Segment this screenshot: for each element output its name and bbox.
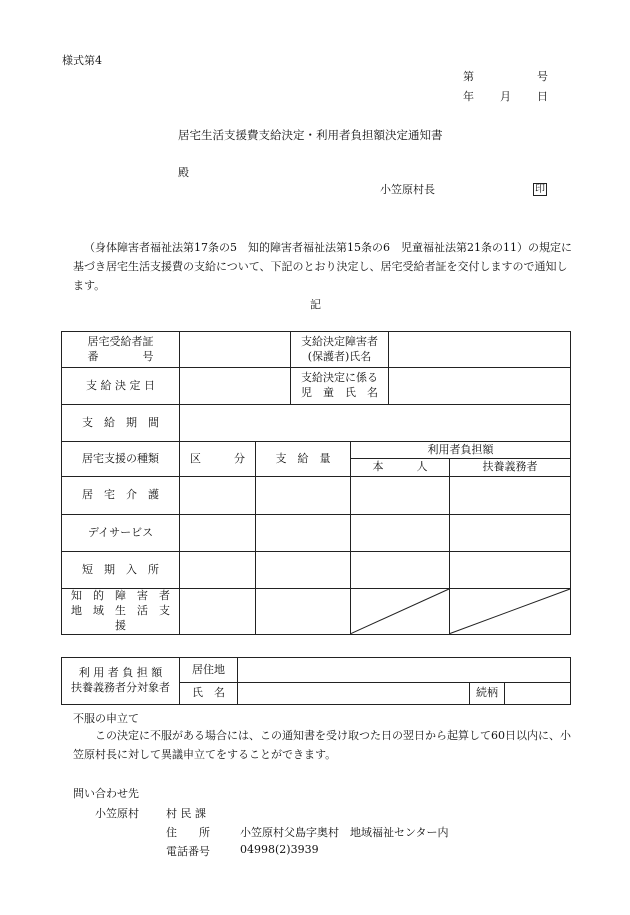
amount-header: 支 給 量: [256, 442, 351, 477]
address-value: [238, 658, 571, 683]
decision-date-value: [180, 368, 291, 405]
address-value: 小笠原村父島字奥村 地域福祉センター内: [240, 826, 449, 839]
seal-text: 印: [535, 184, 545, 195]
diagonal-cell: [351, 589, 450, 635]
phone-value: 04998(2)3939: [240, 843, 319, 856]
period-value: [180, 405, 571, 442]
date-day-label: 日: [537, 90, 548, 103]
service-row-label: デイサービス: [62, 515, 180, 552]
child-name-value: [389, 368, 571, 405]
body-text: （身体障害者福祉法第17条の5 知的障害者福祉法第15条の6 児童福祉法第21条の11）の規定に基づき居宅生活支援費の支給について、下記のとおり決定し、居宅受給者証を交付しますので通知します。: [73, 241, 572, 292]
burden-header: 利用者負担額: [351, 442, 571, 459]
number-label-go: 号: [537, 70, 548, 83]
child-name-label: 支給決定に係る 児 童 氏 名: [291, 368, 389, 405]
diagonal-cell: [450, 589, 571, 635]
decision-person-label: 支給決定障害者 (保護者)氏名: [291, 332, 389, 368]
cert-number-value: [180, 332, 291, 368]
document-title: 居宅生活支援費支給決定・利用者負担額決定通知書: [178, 128, 443, 142]
service-row-label: 知 的 障 害 者 地 域 生 活 支 援: [62, 589, 180, 635]
supporter-header: 扶養義務者: [450, 459, 571, 477]
number-label-dai: 第: [463, 70, 474, 83]
decision-table: [61, 331, 571, 635]
address-label: 居住地: [180, 658, 238, 683]
ki-label: 記: [310, 298, 321, 311]
addressee-suffix: 殿: [178, 166, 189, 179]
service-type-header: 居宅支援の種類: [62, 442, 180, 477]
relation-value: [505, 683, 571, 705]
contact-heading: 問い合わせ先: [73, 787, 139, 800]
self-header: 本 人: [351, 459, 450, 477]
service-row-label: 居 宅 介 護: [62, 477, 180, 515]
supporter-label: 利 用 者 負 担 額 扶養義務者分対象者: [62, 658, 180, 705]
contact-org: 小笠原村: [95, 807, 139, 820]
seal-mark: [533, 180, 547, 195]
category-header: 区 分: [180, 442, 256, 477]
date-year-label: 年: [463, 90, 474, 103]
contact-dept: 村 民 課: [166, 807, 206, 820]
phone-label: 電話番号: [166, 845, 210, 858]
cert-number-label: 居宅受給者証 番 号: [62, 332, 180, 368]
decision-person-value: [389, 332, 571, 368]
date-month-label: 月: [500, 90, 511, 103]
period-label: 支 給 期 間: [62, 405, 180, 442]
appeal-text: この決定に不服がある場合には、この通知書を受け取つた日の翌日から起算して60日以内に、小笠原村長に対して異議申立てをすることができます。: [73, 729, 571, 761]
supporter-table: [61, 657, 571, 705]
appeal-heading: 不服の申立て: [73, 712, 139, 725]
name-label: 氏 名: [180, 683, 238, 705]
address-label: 住 所: [166, 826, 210, 839]
relation-label: 続柄: [470, 683, 505, 705]
form-number: 様式第4: [62, 54, 102, 67]
issuer-name: 小笠原村長: [380, 183, 435, 196]
name-value: [238, 683, 470, 705]
service-row-label: 短 期 入 所: [62, 552, 180, 589]
decision-date-label: 支 給 決 定 日: [62, 368, 180, 405]
